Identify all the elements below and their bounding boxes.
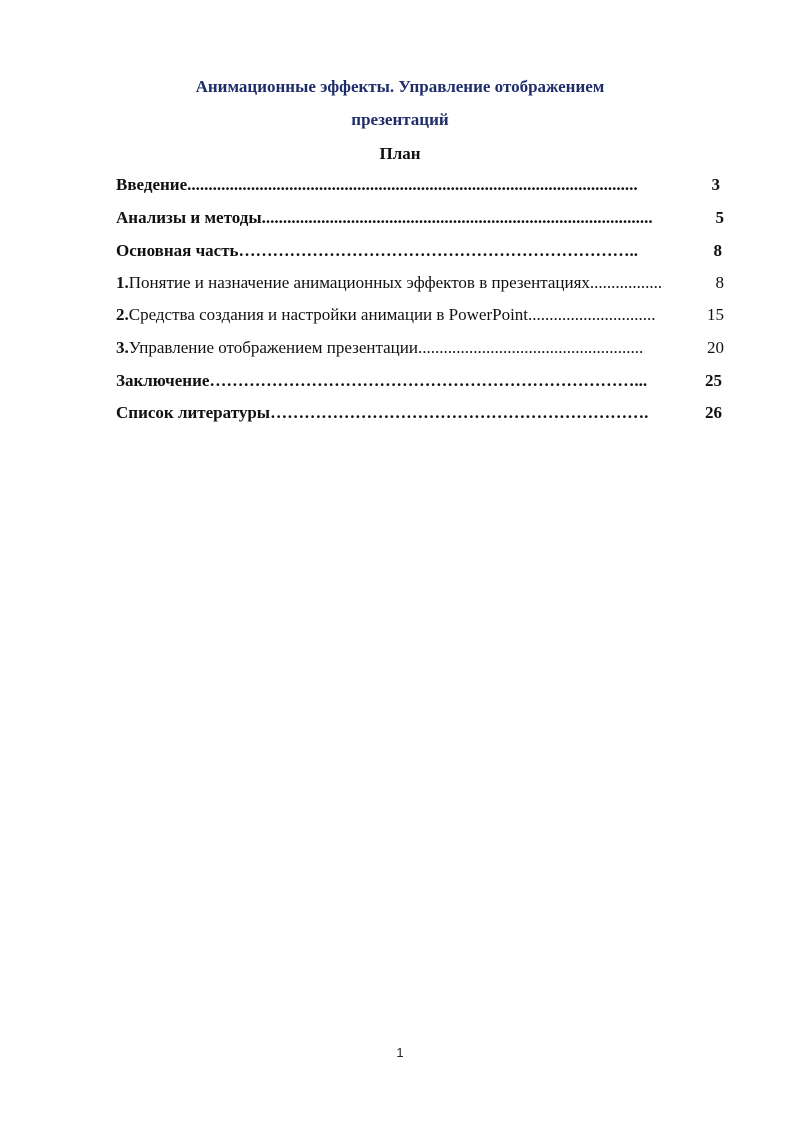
toc-leader-dots: ..................................................... — [417, 338, 644, 357]
toc-item-text: Управление отображением презентации — [128, 338, 418, 357]
toc-page-number: 8 — [715, 273, 724, 292]
toc-item-section-1[interactable] — [116, 272, 724, 294]
toc-page-number: 20 — [707, 338, 724, 357]
toc-item-main-part[interactable] — [116, 240, 722, 262]
toc-item-section-3[interactable] — [116, 337, 724, 359]
toc-item-references[interactable] — [116, 402, 722, 424]
toc-leader-dots: …………………………………………………………….. — [238, 241, 639, 260]
toc-page-number: 15 — [707, 305, 724, 324]
toc-item-conclusion[interactable] — [116, 370, 722, 392]
toc-item-text: Основная часть — [116, 241, 239, 260]
toc-page-number: 5 — [715, 208, 724, 227]
toc-leader-dots: .......................................................................................................... — [187, 175, 638, 194]
toc-item-section-2[interactable] — [116, 304, 724, 326]
plan-heading: План — [379, 144, 421, 163]
toc-page-number: 25 — [705, 371, 722, 390]
toc-leader-dots: ................. — [589, 273, 663, 292]
toc-leader-dots: .............................. — [528, 305, 656, 324]
toc-item-text: Средства создания и настройки анимации в PowerPoint — [128, 305, 529, 324]
toc-item-introduction[interactable] — [116, 174, 720, 196]
toc-item-text: Список литературы — [116, 403, 271, 422]
toc-leader-dots: ............................................................................................ — [261, 208, 653, 227]
document-title-line-1: Анимационные эффекты. Управление отображением — [195, 77, 605, 96]
toc-item-number: 3. — [116, 338, 129, 357]
page-number: 1 — [396, 1045, 404, 1060]
toc-item-number: 2. — [116, 305, 129, 324]
toc-item-text: Анализы и методы — [116, 208, 262, 227]
document-title-line-2: презентаций — [351, 110, 449, 129]
toc-item-number: 1. — [116, 273, 129, 292]
toc-item-text: Введение — [116, 175, 188, 194]
toc-leader-dots: …………………………………………………………………... — [209, 371, 648, 390]
toc-page-number: 26 — [705, 403, 722, 422]
toc-page-number: 8 — [713, 241, 722, 260]
toc-item-analyses[interactable] — [116, 207, 724, 229]
toc-page-number: 3 — [711, 175, 720, 194]
toc-item-text: Заключение — [116, 371, 210, 390]
toc-leader-dots: …………………………………………………………. — [270, 403, 649, 422]
toc-item-text: Понятие и назначение анимационных эффектов в презентациях — [128, 273, 590, 292]
